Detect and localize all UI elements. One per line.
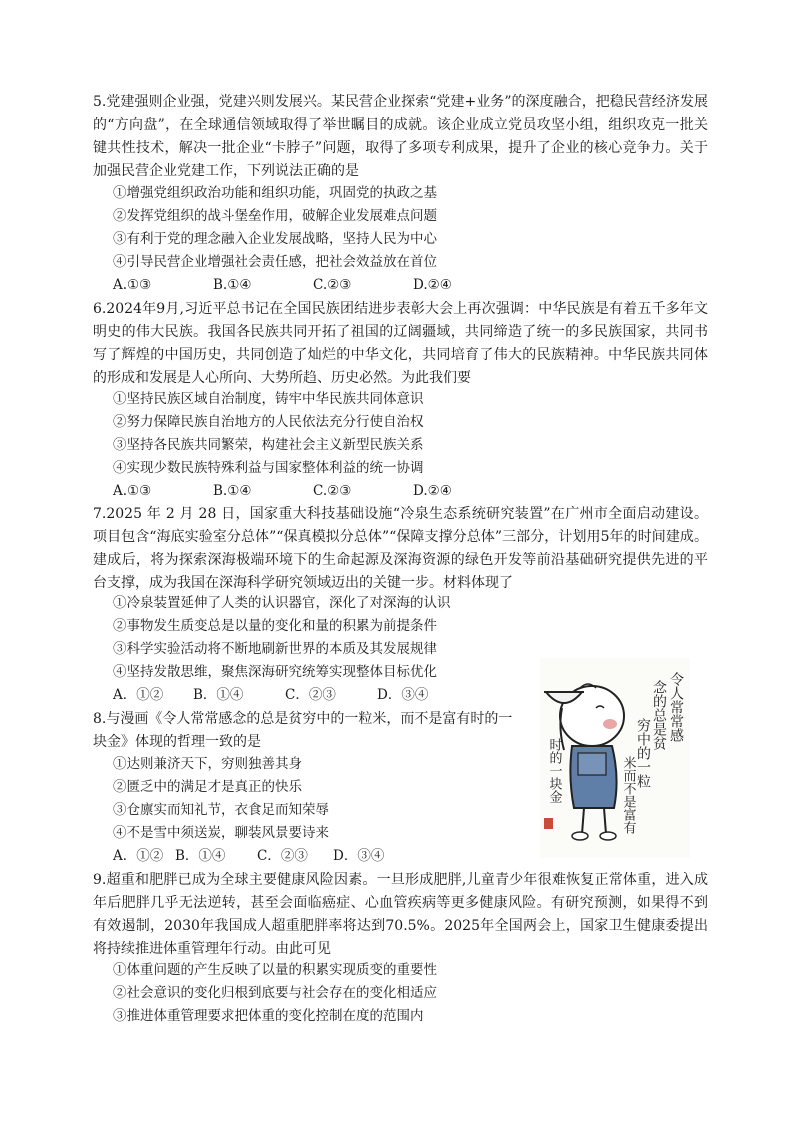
question-5-answers xyxy=(113,275,513,295)
question-9-option-2: ②社会意识的变化归根到底要与社会存在的变化相适应 xyxy=(113,985,437,1001)
question-6-stem: 6.2024年9月,习近平总书记在全国民族团结进步表彰大会上再次强调：中华民族是有着五千多年文明史的伟大民族。我国各民族共同开拓了祖国的辽阔疆域，共同缔造了统一的多民族国家，共同书写了辉煌的中国历史，共同创造了灿烂的中华文化，共同培育了伟大的民族精神。中华民族共同体的形成和发展是人心所向、大势所趋、历史必然。为此我们要 xyxy=(93,301,708,386)
question-7-option-4: ④坚持发散思维，聚焦深海研究统筹实现整体目标优化 xyxy=(113,664,437,680)
answer-c: C．②③ xyxy=(285,687,336,703)
cartoon-caption-col-4: 米而不是富有 xyxy=(620,756,636,834)
question-8-stem-line-2: 块金》体现的哲理一致的是 xyxy=(93,734,261,750)
question-8-answers xyxy=(113,846,393,866)
question-5-option-1: ①增强党组织政治功能和组织功能，巩固党的执政之基 xyxy=(113,185,437,201)
answer-a: A.①③ xyxy=(113,483,152,499)
question-6-option-3: ③坚持各民族共同繁荣，构建社会主义新型民族关系 xyxy=(113,437,424,453)
answer-c: C.②③ xyxy=(313,483,352,499)
answer-c: C.②③ xyxy=(313,277,352,293)
question-6-option-1: ①坚持民族区域自治制度，铸牢中华民族共同体意识 xyxy=(113,391,424,407)
question-7-option-3: ③科学实验活动将不断地刷新世界的本质及其发展规律 xyxy=(113,641,437,657)
answer-c: C．②③ xyxy=(257,848,308,864)
question-7-answers xyxy=(113,685,457,705)
question-9-option-3: ③推进体重管理要求把体重的变化控制在度的范围内 xyxy=(113,1008,424,1024)
answer-d: D．③④ xyxy=(377,687,429,703)
question-7-option-1: ①冷泉装置延伸了人类的认识器官，深化了对深海的认识 xyxy=(113,595,451,611)
answer-a: A．①② xyxy=(113,848,164,864)
answer-b: B．①④ xyxy=(193,687,244,703)
question-9-option-1: ①体重问题的产生反映了以量的积累实现质变的重要性 xyxy=(113,962,437,978)
answer-a: A.①③ xyxy=(113,277,152,293)
question-8-stem-line-1: 8.与漫画《令人常常感念的总是贫穷中的一粒米，而不是富有时的一 xyxy=(93,711,513,727)
question-5-stem: 5.党建强则企业强，党建兴则发展兴。某民营企业探索“党建+业务”的深度融合，把稳民营经济发展的“方向盘”，在全球通信领域取得了举世瞩目的成就。该企业成立党员攻坚小组，组织攻克一批关键共性技术，解决一批企业“卡脖子”问题，取得了多项专利成果，提升了企业的核心竞争力。关于加强民营企业党建工作，下列说法正确的是 xyxy=(93,94,708,179)
answer-b: B.①④ xyxy=(213,277,252,293)
answer-d: D.②④ xyxy=(413,277,452,293)
answer-d: D．③④ xyxy=(333,848,385,864)
cartoon-caption-col-2: 念的总是贫 xyxy=(651,680,667,750)
question-9-stem: 9.超重和肥胖已成为全球主要健康风险因素。一旦形成肥胖,儿童青少年很难恢复正常体重，进入成年后肥胖几乎无法逆转，甚至会面临癌症、心血管疾病等更多健康风险。有研究预测，如果得不到有效遏制，2030年我国成人超重肥胖率将达到70.5%。2025年全国两会上，国家卫生健康委提出将持续推进体重管理年行动。由此可见 xyxy=(93,872,708,957)
question-8-option-3: ③仓廪实而知礼节，衣食足而知荣辱 xyxy=(113,802,329,818)
answer-d: D.②④ xyxy=(413,483,452,499)
answer-a: A．①② xyxy=(113,687,164,703)
question-5-option-3: ③有利于党的理念融入企业发展战略，坚持人民为中心 xyxy=(113,231,437,247)
cartoon-boy-with-bowl-icon xyxy=(540,658,690,858)
question-7-option-2: ②事物发生质变总是以量的变化和量的积累为前提条件 xyxy=(113,618,437,634)
question-8-option-4: ④不是雪中须送炭，聊装风景要诗来 xyxy=(113,825,329,841)
question-5-option-4: ④引导民营企业增强社会责任感，把社会效益放在首位 xyxy=(113,254,437,270)
answer-b: B.①④ xyxy=(213,483,252,499)
answer-b: B．①④ xyxy=(175,848,226,864)
cartoon-caption-col-1: 令人常常感 xyxy=(668,672,684,742)
question-6-answers xyxy=(113,481,513,501)
question-8-option-1: ①达则兼济天下，穷则独善其身 xyxy=(113,756,302,772)
question-7-stem: 7.2025 年 2 月 28 日，国家重大科技基础设施“冷泉生态系统研究装置”在广州市全面启动建设。项目包含“海底实验室分总体”“保真模拟分总体”“保障支撑分总体”三部分，计划用5年的时间建成。建成后，将为探索深海极端环境下的生命起源及深海资源的绿色开发等前沿基础研究提供先进的平台支撑，成为我国在深海科学研究领域迈出的关键一步。材料体现了 xyxy=(93,506,708,591)
question-6-option-2: ②努力保障民族自治地方的人民依法充分行使自治权 xyxy=(113,414,424,430)
question-8-cartoon xyxy=(540,658,690,858)
question-8-option-2: ②匮乏中的满足才是真正的快乐 xyxy=(113,779,302,795)
cartoon-caption-col-5: 时的一块金 xyxy=(546,738,562,803)
cartoon-caption-col-3: 穷中的一粒 xyxy=(635,718,651,788)
question-5-option-2: ②发挥党组织的战斗堡垒作用，破解企业发展难点问题 xyxy=(113,208,437,224)
question-6-option-4: ④实现少数民族特殊利益与国家整体利益的统一协调 xyxy=(113,460,424,476)
